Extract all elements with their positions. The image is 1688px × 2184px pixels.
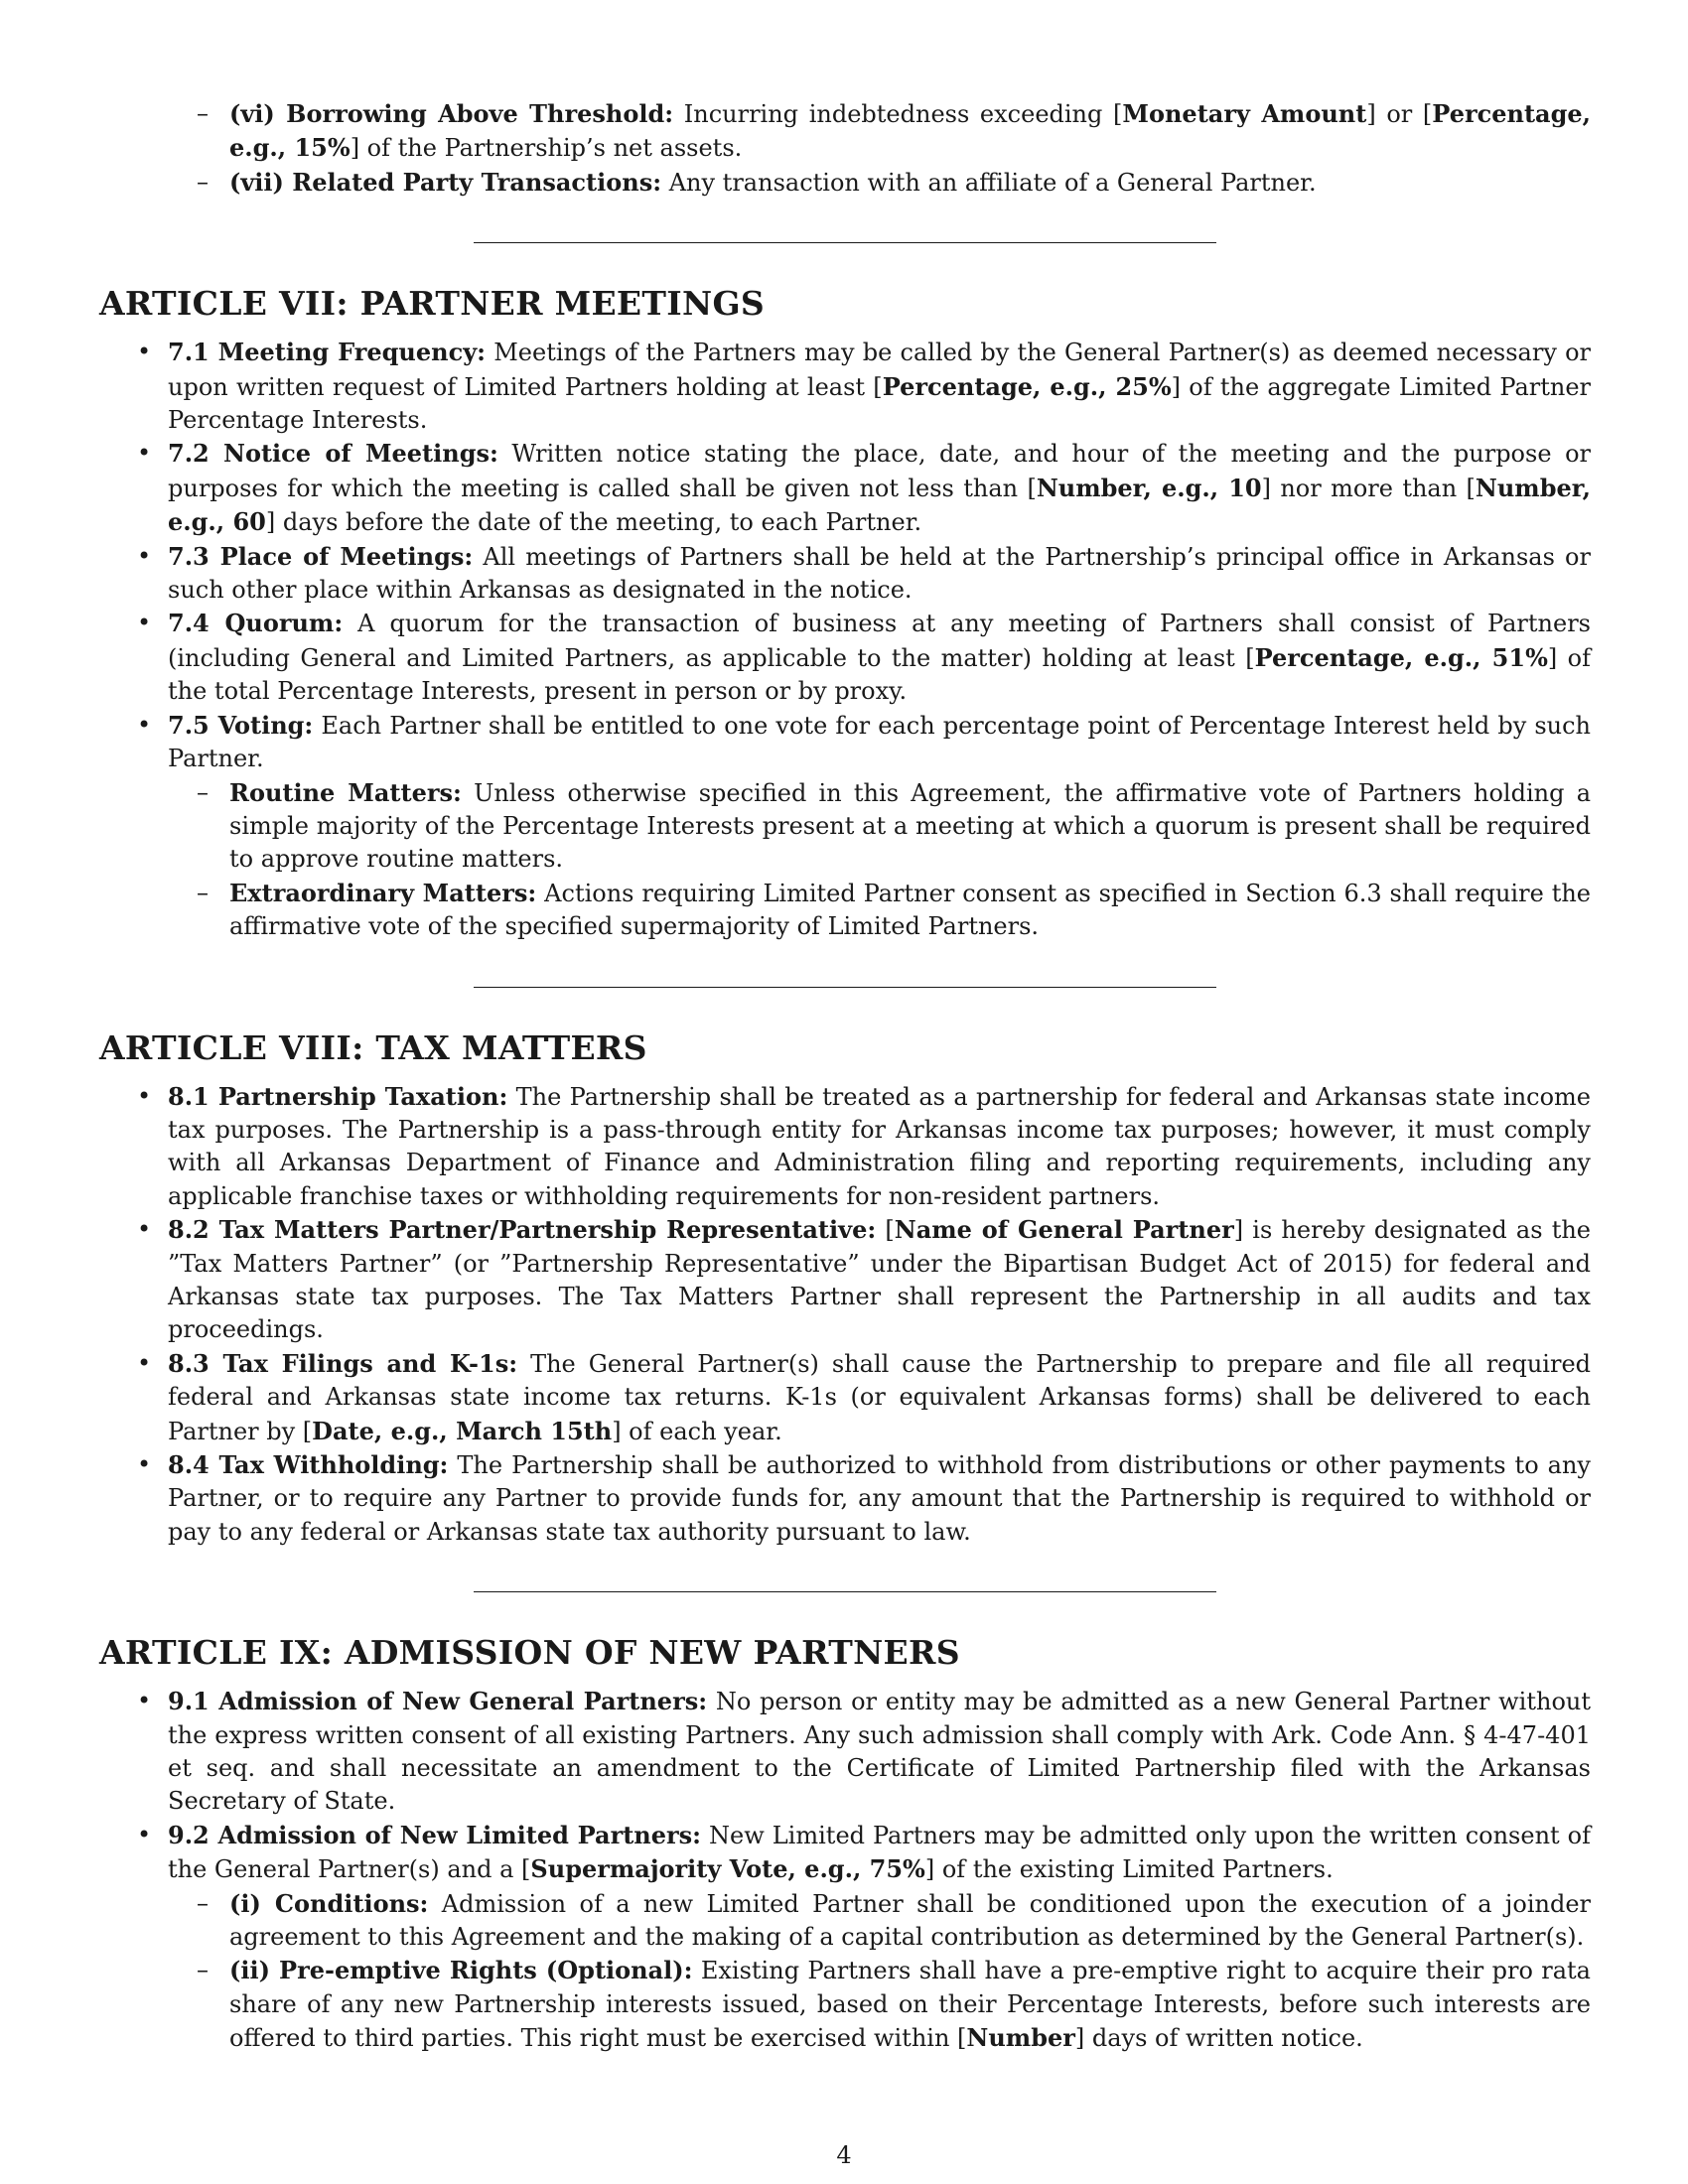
article-7-list	[99, 336, 1591, 943]
list-item: • 9.1 Admission of New General Partners: No person or entity may be admitted as a new General Partner without the express written consent of all existing Partners. Any such admission shall comply with Ark. Code Ann. § 4-47-401 et seq. and shall necessitate an amendment to the Certificate of Limited Partnership filed with the Arkansas Secretary of State.	[99, 1685, 1591, 1819]
section-divider	[474, 242, 1216, 243]
sub-list-item: – (ii) Pre-emptive Rights (Optional): Existing Partners shall have a pre-emptive right to acquire their pro rata share of any new Partnership interests issued, based on their Percentage Interests, before such interests are offered to third parties. This right must be exercised within [Number] days of written notice.	[168, 1954, 1591, 2055]
list-item: • 9.2 Admission of New Limited Partners: New Limited Partners may be admitted only upon the written consent of the General Partner(s) and a [Supermajority Vote, e.g., 75%] of the existing Limited Partners. – (i) Conditions: Admission of a new Limited Partner shall be conditioned upon the execution of a joinder agreement to this Agreement and the making of a capital contribution as determined by the General Partner(s). – (ii) Pre-emptive Rights (Optional): Existing Partners shall have a pre-emptive right to acquire their pro rata share of any new Partnership interests issued, based on their Percentage Interests, before such interests are offered to third parties. This right must be exercised within [Number] days of written notice.	[99, 1819, 1591, 2056]
list-item: • 7.5 Voting: Each Partner shall be entitled to one vote for each percentage point of Percentage Interest held by such Partner. – Routine Matters: Unless otherwise specified in this Agreement, the affirmative vote of Partners holding a simple majority of the Percentage Interests present at a meeting at which a quorum is present shall be required to approve routine matters. – Extraordinary Matters: Actions requiring Limited Partner consent as specified in Section 6.3 shall require the affirmative vote of the specified supermajority of Limited Partners.	[99, 709, 1591, 944]
list-item: – (vii) Related Party Transactions: Any transaction with an affiliate of a General Partner.	[99, 166, 1591, 200]
list-item: • 7.3 Place of Meetings: All meetings of Partners shall be held at the Partnership’s principal office in Arkansas or such other place within Arkansas as designated in the notice.	[99, 540, 1591, 608]
continued-list	[99, 97, 1591, 200]
list-item: • 8.2 Tax Matters Partner/Partnership Representative: [Name of General Partner] is hereby designated as the ”Tax Matters Partner” (or ”Partnership Representative” under the Bipartisan Budget Act of 2015) for federal and Arkansas state tax purposes. The Tax Matters Partner shall represent the Partnership in all audits and tax proceedings.	[99, 1213, 1591, 1347]
list-item: • 8.1 Partnership Taxation: The Partnership shall be treated as a partnership for federal and Arkansas state income tax purposes. The Partnership is a pass-through entity for Arkansas income tax purposes; however, it must comply with all Arkansas Department of Finance and Administration filing and reporting requirements, including any applicable franchise taxes or withholding requirements for non-resident partners.	[99, 1080, 1591, 1214]
list-item: • 8.3 Tax Filings and K-1s: The General Partner(s) shall cause the Partnership to prepare and file all required federal and Arkansas state income tax returns. K-1s (or equivalent Arkansas forms) shall be delivered to each Partner by [Date, e.g., March 15th] of each year.	[99, 1347, 1591, 1448]
sub-list-item: – Routine Matters: Unless otherwise specified in this Agreement, the affirmative vote of Partners holding a simple majority of the Percentage Interests present at a meeting at which a quorum is present shall be required to approve routine matters.	[168, 776, 1591, 877]
article-heading: ARTICLE IX: ADMISSION OF NEW PARTNERS	[99, 1633, 960, 1673]
sub-list-item: – (i) Conditions: Admission of a new Limited Partner shall be conditioned upon the execution of a joinder agreement to this Agreement and the making of a capital contribution as determined by the General Partner(s).	[168, 1887, 1591, 1955]
article-9-list	[99, 1685, 1591, 2055]
list-item: • 7.1 Meeting Frequency: Meetings of the Partners may be called by the General Partner(s) as deemed necessary or upon written request of Limited Partners holding at least [Percentage, e.g., 25%] of the aggregate Limited Partner Percentage Interests.	[99, 336, 1591, 437]
page-number: 4	[836, 2141, 852, 2169]
article-8-list	[99, 1080, 1591, 1550]
list-item: • 8.4 Tax Withholding: The Partnership shall be authorized to withhold from distributions or other payments to any Partner, or to require any Partner to provide funds for, any amount that the Partnership is required to withhold or pay to any federal or Arkansas state tax authority pursuant to law.	[99, 1448, 1591, 1549]
section-divider	[474, 987, 1216, 988]
sub-list-item: – Extraordinary Matters: Actions requiring Limited Partner consent as specified in Section 6.3 shall require the affirmative vote of the specified supermajority of Limited Partners.	[168, 877, 1591, 944]
list-item: – (vi) Borrowing Above Threshold: Incurring indebtedness exceeding [Monetary Amount] or [Percentage, e.g., 15%] of the Partnership’s net assets.	[99, 97, 1591, 166]
article-heading: ARTICLE VIII: TAX MATTERS	[99, 1027, 647, 1067]
section-divider	[474, 1591, 1216, 1592]
article-heading: ARTICLE VII: PARTNER MEETINGS	[99, 284, 766, 324]
list-item: • 7.2 Notice of Meetings: Written notice stating the place, date, and hour of the meeting and the purpose or purposes for which the meeting is called shall be given not less than [Number, e.g., 10] nor more than [Number, e.g., 60] days before the date of the meeting, to each Partner.	[99, 437, 1591, 539]
list-item: • 7.4 Quorum: A quorum for the transaction of business at any meeting of Partners shall consist of Partners (including General and Limited Partners, as applicable to the matter) holding at least [Percentage, e.g., 51%] of the total Percentage Interests, present in person or by proxy.	[99, 607, 1591, 708]
document-page	[99, 97, 1591, 2056]
